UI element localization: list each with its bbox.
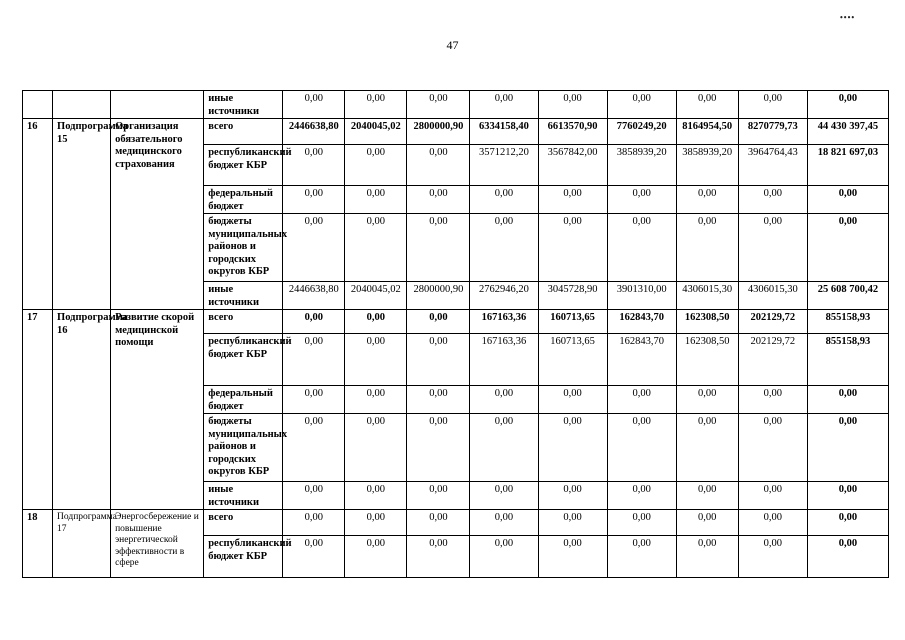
total-cell: 0,00 [807, 186, 888, 214]
program-code: Подпрограмма 17 [53, 510, 111, 578]
value-cell: 2446638,80 [283, 119, 345, 145]
value-cell: 0,00 [283, 334, 345, 386]
value-cell: 0,00 [407, 482, 470, 510]
value-cell: 0,00 [738, 186, 807, 214]
total-cell: 0,00 [807, 91, 888, 119]
value-cell: 0,00 [283, 214, 345, 282]
row-number [23, 91, 53, 119]
total-cell: 0,00 [807, 482, 888, 510]
page-number: 47 [446, 38, 459, 52]
corner-mark: •••• [840, 13, 856, 22]
value-cell: 0,00 [407, 334, 470, 386]
funding-source: бюджеты муниципальных районов и городских округов КБР [204, 214, 283, 282]
value-cell: 0,00 [407, 414, 470, 482]
value-cell: 7760249,20 [607, 119, 676, 145]
total-cell: 0,00 [807, 536, 888, 578]
row-number: 17 [23, 310, 53, 510]
funding-source: республиканский бюджет КБР [204, 334, 283, 386]
total-cell: 0,00 [807, 386, 888, 414]
program-name: Организация обязательного медицинского страхования [111, 119, 204, 310]
value-cell: 0,00 [345, 414, 407, 482]
value-cell: 0,00 [407, 536, 470, 578]
funding-source: бюджеты муниципальных районов и городских округов КБР [204, 414, 283, 482]
value-cell: 3045728,90 [538, 282, 607, 310]
value-cell: 0,00 [470, 386, 538, 414]
program-code [53, 91, 111, 119]
value-cell: 0,00 [738, 482, 807, 510]
value-cell: 0,00 [345, 510, 407, 536]
funding-source: иные источники [204, 91, 283, 119]
total-cell: 44 430 397,45 [807, 119, 888, 145]
value-cell: 0,00 [738, 510, 807, 536]
value-cell: 0,00 [676, 386, 738, 414]
table-row [23, 510, 889, 536]
value-cell: 0,00 [738, 214, 807, 282]
value-cell: 0,00 [738, 91, 807, 119]
funding-source: республиканский бюджет КБР [204, 145, 283, 186]
program-name: Развитие скорой медицинской помощи [111, 310, 204, 510]
value-cell: 0,00 [345, 310, 407, 334]
value-cell: 162843,70 [607, 334, 676, 386]
value-cell: 0,00 [676, 536, 738, 578]
value-cell: 0,00 [283, 186, 345, 214]
value-cell: 0,00 [607, 482, 676, 510]
row-number: 16 [23, 119, 53, 310]
value-cell: 0,00 [538, 536, 607, 578]
program-code: Подпрограмма 15 [53, 119, 111, 310]
value-cell: 3567842,00 [538, 145, 607, 186]
value-cell: 0,00 [283, 386, 345, 414]
program-name: Энергосбережение и повышение энергетической эффективности в сфере [111, 510, 204, 578]
value-cell: 3571212,20 [470, 145, 538, 186]
value-cell: 2040045,02 [345, 119, 407, 145]
value-cell: 0,00 [407, 145, 470, 186]
value-cell: 167163,36 [470, 310, 538, 334]
value-cell: 0,00 [345, 482, 407, 510]
value-cell: 0,00 [738, 536, 807, 578]
value-cell: 0,00 [283, 414, 345, 482]
value-cell: 8164954,50 [676, 119, 738, 145]
value-cell: 2800000,90 [407, 119, 470, 145]
total-cell: 0,00 [807, 214, 888, 282]
table-row [23, 91, 889, 119]
value-cell: 0,00 [538, 482, 607, 510]
value-cell: 0,00 [607, 186, 676, 214]
value-cell: 2800000,90 [407, 282, 470, 310]
total-cell: 855158,93 [807, 334, 888, 386]
total-cell: 855158,93 [807, 310, 888, 334]
value-cell: 0,00 [283, 145, 345, 186]
value-cell: 0,00 [607, 510, 676, 536]
funding-source: республиканский бюджет КБР [204, 536, 283, 578]
value-cell: 3964764,43 [738, 145, 807, 186]
value-cell: 0,00 [470, 91, 538, 119]
budget-table [22, 90, 889, 578]
value-cell: 0,00 [345, 214, 407, 282]
value-cell: 6613570,90 [538, 119, 607, 145]
value-cell: 4306015,30 [738, 282, 807, 310]
value-cell: 160713,65 [538, 310, 607, 334]
funding-source: всего [204, 510, 283, 536]
total-cell: 25 608 700,42 [807, 282, 888, 310]
value-cell: 202129,72 [738, 334, 807, 386]
program-code: Подпрограмма 16 [53, 310, 111, 510]
value-cell: 0,00 [283, 310, 345, 334]
value-cell: 0,00 [607, 386, 676, 414]
value-cell: 0,00 [345, 91, 407, 119]
total-cell: 18 821 697,03 [807, 145, 888, 186]
value-cell: 0,00 [283, 482, 345, 510]
value-cell: 3901310,00 [607, 282, 676, 310]
funding-source: иные источники [204, 282, 283, 310]
value-cell: 162308,50 [676, 334, 738, 386]
value-cell: 0,00 [345, 536, 407, 578]
value-cell: 0,00 [676, 414, 738, 482]
row-number: 18 [23, 510, 53, 578]
value-cell: 202129,72 [738, 310, 807, 334]
value-cell: 162843,70 [607, 310, 676, 334]
value-cell: 2762946,20 [470, 282, 538, 310]
value-cell: 0,00 [283, 536, 345, 578]
value-cell: 0,00 [407, 186, 470, 214]
value-cell: 4306015,30 [676, 282, 738, 310]
value-cell: 162308,50 [676, 310, 738, 334]
funding-source: федеральный бюджет [204, 186, 283, 214]
value-cell: 0,00 [538, 386, 607, 414]
total-cell: 0,00 [807, 414, 888, 482]
value-cell: 0,00 [538, 414, 607, 482]
value-cell: 0,00 [283, 510, 345, 536]
value-cell: 8270779,73 [738, 119, 807, 145]
value-cell: 0,00 [676, 186, 738, 214]
value-cell: 0,00 [470, 186, 538, 214]
value-cell: 3858939,20 [607, 145, 676, 186]
value-cell: 0,00 [676, 482, 738, 510]
value-cell: 0,00 [407, 386, 470, 414]
value-cell: 0,00 [470, 214, 538, 282]
value-cell: 0,00 [738, 414, 807, 482]
value-cell: 0,00 [538, 91, 607, 119]
value-cell: 0,00 [676, 214, 738, 282]
value-cell: 0,00 [538, 186, 607, 214]
value-cell: 0,00 [607, 536, 676, 578]
value-cell: 0,00 [538, 214, 607, 282]
value-cell: 0,00 [738, 386, 807, 414]
funding-source: федеральный бюджет [204, 386, 283, 414]
value-cell: 6334158,40 [470, 119, 538, 145]
value-cell: 160713,65 [538, 334, 607, 386]
value-cell: 0,00 [676, 91, 738, 119]
value-cell: 0,00 [345, 334, 407, 386]
value-cell: 0,00 [345, 145, 407, 186]
value-cell: 3858939,20 [676, 145, 738, 186]
value-cell: 0,00 [607, 91, 676, 119]
value-cell: 0,00 [470, 482, 538, 510]
value-cell: 0,00 [676, 510, 738, 536]
funding-source: всего [204, 119, 283, 145]
value-cell: 0,00 [345, 386, 407, 414]
value-cell: 0,00 [607, 414, 676, 482]
value-cell: 0,00 [407, 214, 470, 282]
table-row [23, 310, 889, 334]
funding-source: всего [204, 310, 283, 334]
value-cell: 0,00 [470, 536, 538, 578]
value-cell: 0,00 [607, 214, 676, 282]
table-row [23, 119, 889, 145]
value-cell: 0,00 [407, 310, 470, 334]
program-name [111, 91, 204, 119]
value-cell: 0,00 [538, 510, 607, 536]
value-cell: 0,00 [470, 510, 538, 536]
value-cell: 0,00 [407, 510, 470, 536]
total-cell: 0,00 [807, 510, 888, 536]
value-cell: 0,00 [407, 91, 470, 119]
value-cell: 2446638,80 [283, 282, 345, 310]
value-cell: 0,00 [283, 91, 345, 119]
value-cell: 2040045,02 [345, 282, 407, 310]
funding-source: иные источники [204, 482, 283, 510]
value-cell: 0,00 [345, 186, 407, 214]
value-cell: 167163,36 [470, 334, 538, 386]
value-cell: 0,00 [470, 414, 538, 482]
